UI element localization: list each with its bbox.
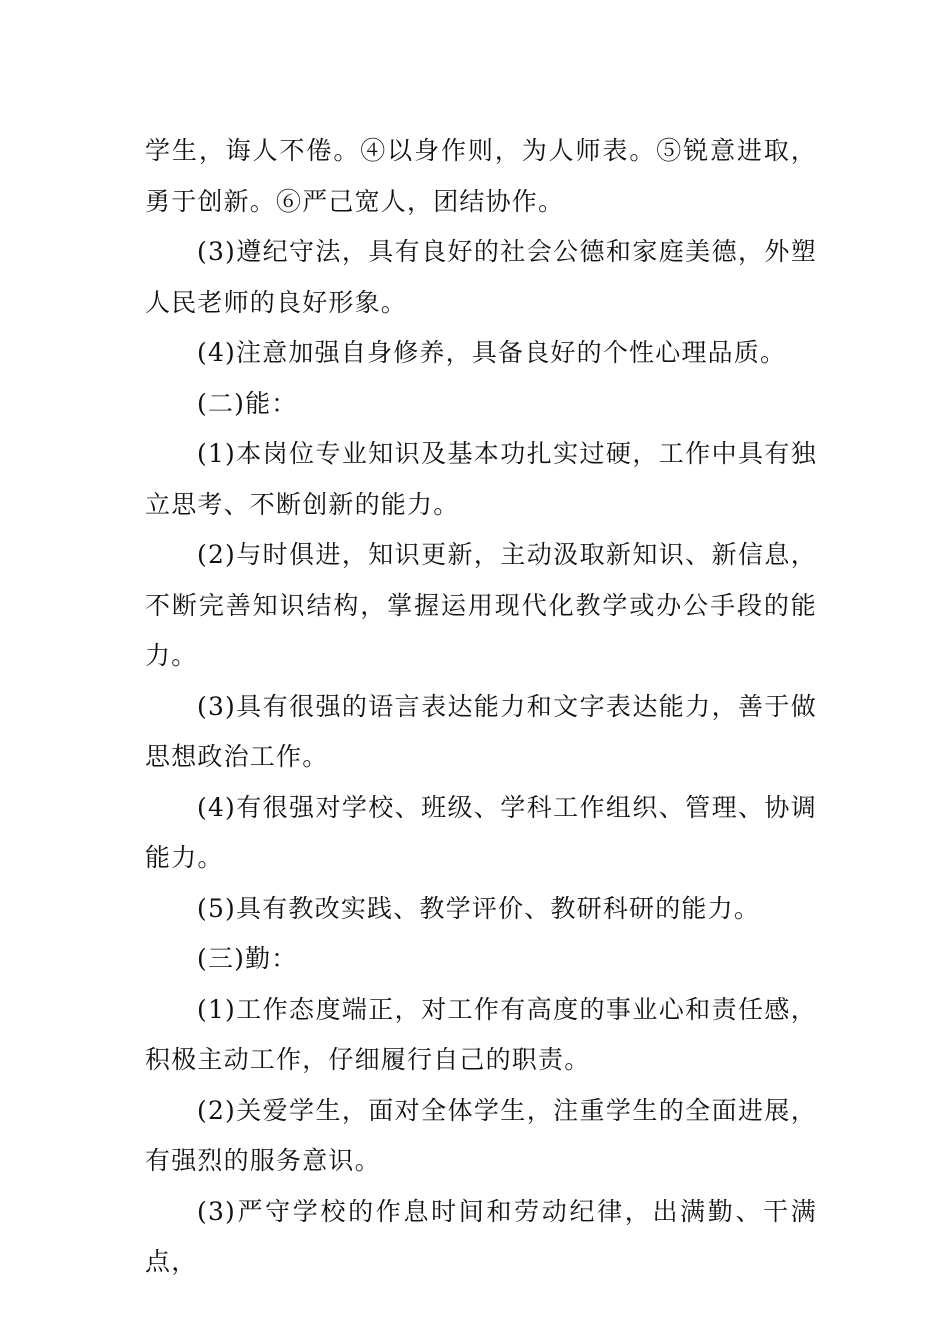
paragraph-expression-ability: (3)具有很强的语言表达能力和文字表达能力，善于做思想政治工作。 <box>145 691 817 771</box>
paragraph-continuation: 学生，诲人不倦。④以身作则，为人师表。⑤锐意进取，勇于创新。⑥严己宽人，团结协作。 <box>145 136 817 216</box>
paragraph-research-ability: (5)具有教改实践、教学评价、教研科研的能力。 <box>197 893 761 923</box>
paragraph-professional-knowledge: (1)本岗位专业知识及基本功扎实过硬，工作中具有独立思考、不断创新的能力。 <box>145 439 817 519</box>
paragraph-law-abiding: (3)遵纪守法，具有良好的社会公德和家庭美德，外塑人民老师的良好形象。 <box>145 237 817 317</box>
paragraph-care-students: (2)关爱学生，面对全体学生，注重学生的全面进展，有强烈的服务意识。 <box>145 1095 817 1175</box>
paragraph-self-cultivation: (4)注意加强自身修养，具备良好的个性心理品质。 <box>197 338 787 367</box>
section-heading-ability: (二)能： <box>197 388 298 418</box>
paragraph-keep-pace: (2)与时俱进，知识更新，主动汲取新知识、新信息，不断完善知识结构，掌握运用现代化教学或办公手段的能力。 <box>145 540 817 670</box>
document-body <box>145 126 817 1288</box>
paragraph-attendance: (3)严守学校的作息时间和劳动纪律，出满勤、干满点， <box>145 1196 817 1276</box>
section-heading-diligence: (三)勤： <box>197 944 298 973</box>
paragraph-organization-ability: (4)有很强对学校、班级、学科工作组织、管理、协调能力。 <box>145 792 817 872</box>
paragraph-work-attitude: (1)工作态度端正，对工作有高度的事业心和责任感，积极主动工作，仔细履行自己的职责。 <box>145 994 817 1074</box>
